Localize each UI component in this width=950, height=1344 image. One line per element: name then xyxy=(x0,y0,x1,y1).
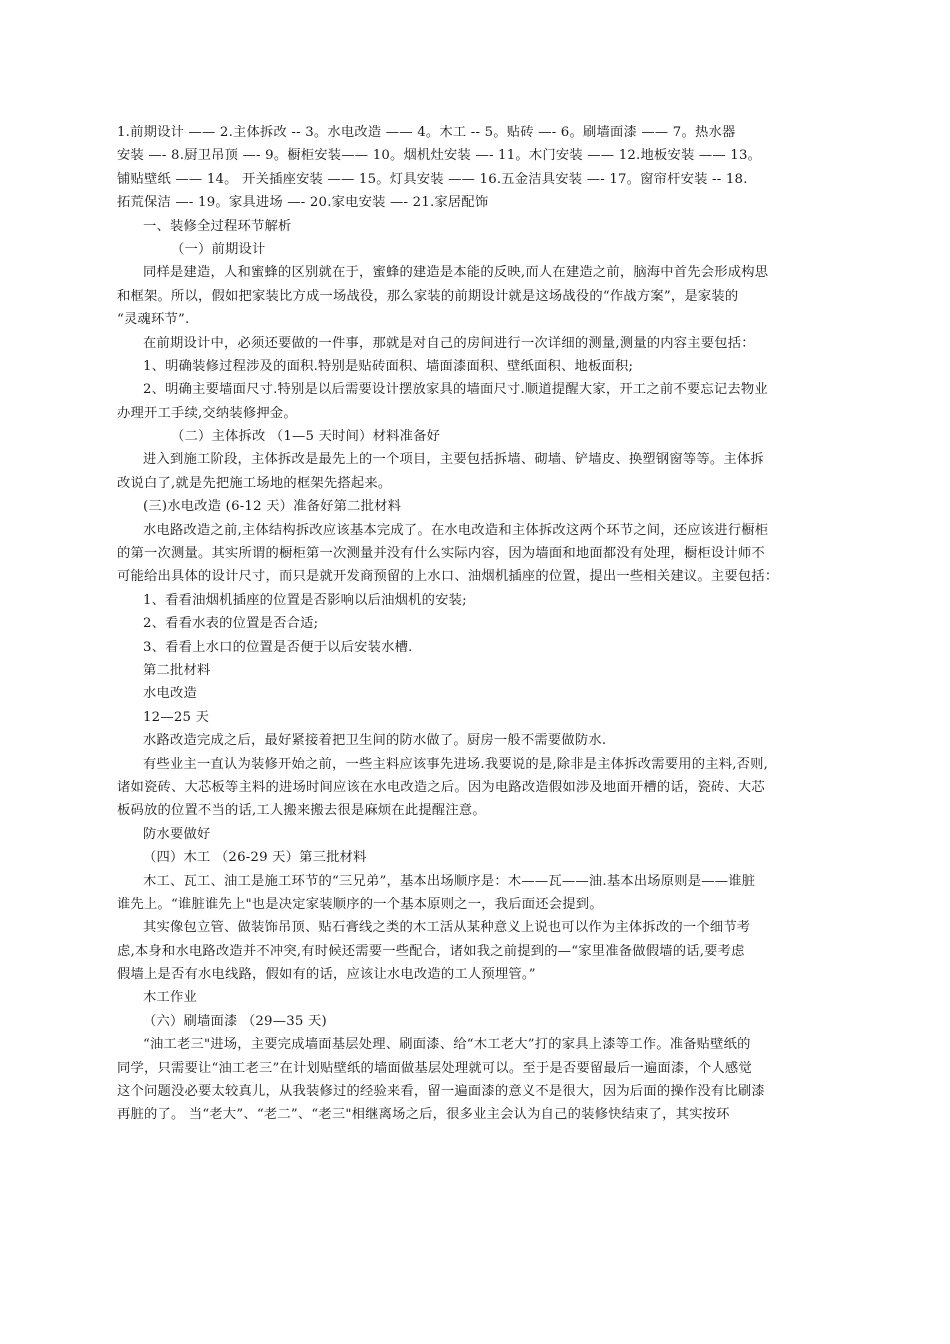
text-line: (三)水电改造 (6-12 天）准备好第二批材料 xyxy=(143,499,402,515)
text-line: 有些业主一直认为装修开始之前，一些主料应该事先进场.我要说的是,除非是主体拆改需要用的主料,否则, xyxy=(143,756,769,772)
text-line: 再脏的了。 当“老大”、“老二”、“老三"相继离场之后，很多业主会认为自己的装修快结束了，其实按环 xyxy=(117,1107,730,1123)
text-line: 其实像包立管、做装饰吊顶、贴石膏线之类的木工活从某种意义上说也可以作为主体拆改的一个细节考 xyxy=(143,920,751,936)
text-line: 水电路改造之前,主体结构拆改应该基本完成了。在水电改造和主体拆改这两个环节之间，还应该进行橱柜 xyxy=(143,522,769,538)
text-line: “灵魂环节”. xyxy=(117,312,190,328)
text-line: 假墙上是否有水电线路，假如有的话，应该让水电改造的工人预埋管。” xyxy=(117,967,536,983)
text-line: 水路改造完成之后，最好紧接着把卫生间的防水做了。厨房一般不需要做防水. xyxy=(143,733,607,749)
text-line: 1.前期设计 —— 2.主体拆改 -- 3。水电改造 —— 4。木工 -- 5。贴砖 —- 6。刷墙面漆 —— 7。热水器 xyxy=(117,125,736,140)
text-line: （一）前期设计 xyxy=(171,241,266,257)
text-line: 拓荒保洁 —- 19。家具进场 —- 20.家电安装 —- 21.家居配饰 xyxy=(117,195,489,211)
text-line: （六）刷墙面漆 （29—35 天) xyxy=(143,1013,327,1029)
text-line: 诸如瓷砖、大芯板等主料的进场时间应该在水电改造之后。因为电路改造假如涉及地面开槽的话，瓷砖、大芯 xyxy=(117,779,765,795)
text-line: 同样是建造，人和蜜蜂的区别就在于，蜜蜂的建造是本能的反映,而人在建造之前，脑海中首先会形成构思 xyxy=(143,265,769,281)
text-line: 水电改造 xyxy=(143,686,197,702)
text-line: （二）主体拆改 （1—5 天时间）材料准备好 xyxy=(171,429,441,445)
text-line: 板码放的位置不当的话,工人搬来搬去很是麻烦在此提醒注意。 xyxy=(117,803,486,819)
text-line: 虑,本身和水电路改造并不冲突,有时候还需要一些配合，诸如我之前提到的—“家里准备做假墙的话,要考虑 xyxy=(117,943,745,959)
text-line: （四）木工 （26-29 天）第三批材料 xyxy=(143,850,367,866)
text-line: 可能给出具体的设计尺寸，而只是就开发商预留的上水口、油烟机插座的位置，提出一些相关建议。主要包括： xyxy=(117,569,779,585)
text-line: 这个问题没必要太较真儿，从我装修过的经验来看，留一遍面漆的意义不是很大，因为后面的操作没有比刷漆 xyxy=(117,1084,765,1100)
text-line: 2、明确主要墙面尺寸.特别是以后需要设计摆放家具的墙面尺寸.顺道提醒大家，开工之前不要忘记去物业 xyxy=(143,382,768,398)
text-line: 办理开工手续,交纳装修押金。 xyxy=(117,405,297,421)
text-line: 同学，只需要让“油工老三”在计划贴壁纸的墙面做基层处理就可以。至于是否要留最后一遍面漆，个人感觉 xyxy=(117,1060,752,1076)
text-line: 3、看看上水口的位置是否便于以后安装水槽. xyxy=(143,639,413,655)
text-line: 1、看看油烟机插座的位置是否影响以后油烟机的安装; xyxy=(143,592,467,608)
text-line: “油工老三"进场，主要完成墙面基层处理、刷面漆、给“木工老大”打的家具上漆等工作。准备贴壁纸的 xyxy=(143,1037,751,1053)
text-line: 改说白了,就是先把施工场地的框架先搭起来。 xyxy=(117,475,392,491)
text-line: 进入到施工阶段，主体拆改是最先上的一个项目，主要包括拆墙、砌墙、铲墙皮、换塑钢窗等等。主体拆 xyxy=(143,452,764,468)
document-body xyxy=(117,121,834,1127)
text-line: 在前期设计中，必须还要做的一件事，那就是对自己的房间进行一次详细的测量,测量的内容主要包括： xyxy=(143,335,755,351)
text-line: 铺贴壁纸 —— 14。 开关插座安装 —— 15。灯具安装 —— 16.五金洁具安装 —- 17。窗帘杆安装 -- 18. xyxy=(117,171,748,187)
text-line: 木工作业 xyxy=(143,990,197,1006)
text-line: 的第一次测量。其实所谓的橱柜第一次测量并没有什么实际内容，因为墙面和地面都没有处理，橱柜设计师不 xyxy=(117,546,765,562)
text-line: 第二批材料 xyxy=(143,662,211,678)
text-line: 防水要做好 xyxy=(143,826,211,842)
text-line: 和框架。所以，假如把家装比方成一场战役，那么家装的前期设计就是这场战役的“作战方案”，是家装的 xyxy=(117,288,739,304)
text-line: 一、装修全过程环节解析 xyxy=(143,218,292,234)
text-line: 2、看看水表的位置是否合适; xyxy=(143,616,319,632)
text-line: 12—25 天 xyxy=(143,709,210,725)
text-line: 1、明确装修过程涉及的面积.特别是贴砖面积、墙面漆面积、壁纸面积、地板面积; xyxy=(143,358,634,374)
text-line: 木工、瓦工、油工是施工环节的“三兄弟”，基本出场顺序是：木——瓦——油.基本出场原则是——谁脏 xyxy=(143,873,756,889)
text-line: 谁先上。“谁脏谁先上"也是决定家装顺序的一个基本原则之一，我后面还会提到。 xyxy=(117,896,603,912)
text-line: 安装 —- 8.厨卫吊顶 —- 9。橱柜安装—— 10。烟机灶安装 —- 11。木门安装 —— 12.地板安装 —— 13。 xyxy=(117,148,762,164)
